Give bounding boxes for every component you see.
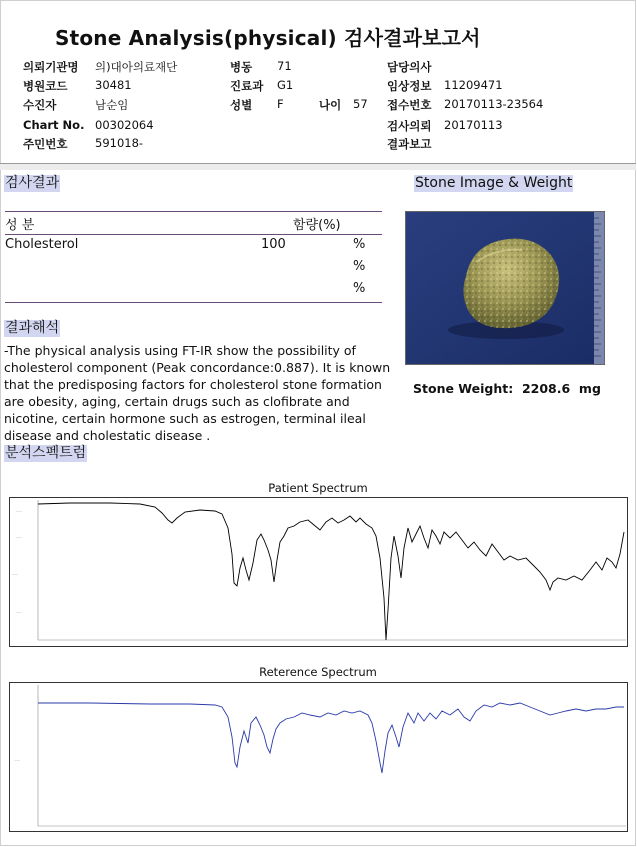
stone-photo-image: [406, 212, 604, 364]
stone-photo: [405, 211, 605, 365]
interpretation-text: -The physical analysis using FT-IR show the possibility of cholesterol component (Peak concordance:0.887). It is known that the predisposing factors for cholesterol stone formation are obesity, aging, certain drugs such as clofibrate and nicotine, certain hormone such as estrogen, terminal ileal disease and cholestatic disease .: [4, 343, 391, 443]
receipt-no-value: 20170113-23564: [444, 97, 544, 111]
clinical-info-label: 임상정보: [387, 79, 432, 93]
component-cell-1: Cholesterol: [5, 237, 79, 252]
clinical-info-value: 11209471: [444, 78, 503, 92]
patient-spectrum-line: [38, 503, 624, 640]
patient-spectrum-chart: [9, 497, 628, 647]
department-label: 진료과: [230, 79, 264, 93]
stone-weight-label: Stone Weight:: [413, 381, 514, 396]
ward-value: 71: [277, 59, 292, 73]
doctor-label: 담당의사: [387, 60, 432, 74]
spectrum-heading: 분석스펙트럼: [5, 445, 87, 461]
stone-weight-unit: mg: [578, 381, 601, 396]
results-table-bottom-line: [5, 302, 382, 303]
hospital-code-value: 30481: [95, 78, 132, 92]
request-date-value: 20170113: [444, 118, 503, 132]
patient-y-tick: ——: [16, 610, 22, 614]
results-table-top-line: [5, 211, 382, 212]
resident-no-value: 591018-: [95, 136, 144, 150]
ward-label: 병동: [230, 60, 253, 74]
component-column-header: 성 분: [5, 218, 35, 233]
amount-cell-1: 100: [261, 237, 286, 252]
report-date-label: 결과보고: [387, 137, 432, 151]
results-heading: 검사결과: [5, 175, 60, 191]
resident-no-label: 주민번호: [23, 137, 68, 151]
patient-y-tick: ——: [16, 535, 22, 539]
age-value: 57: [353, 97, 368, 111]
patient-label: 수진자: [23, 98, 57, 112]
report-title: Stone Analysis(physical) 검사결과보고서: [55, 26, 481, 50]
results-table-header-line: [5, 234, 382, 235]
header-shade: [0, 164, 636, 170]
patient-value: 남순임: [95, 98, 129, 112]
receipt-no-label: 접수번호: [387, 98, 432, 112]
stone-image-heading: Stone Image & Weight: [415, 175, 573, 191]
stone-weight: [413, 381, 601, 396]
unit-cell-3: %: [353, 281, 366, 296]
reference-spectrum-title: Reterence Spectrum: [259, 665, 377, 679]
reference-spectrum-plot: [10, 683, 627, 831]
chart-no-label: Chart No.: [23, 118, 85, 132]
unit-cell-1: %: [353, 237, 366, 252]
patient-y-tick: ——: [12, 572, 18, 576]
institution-label: 의뢰기관명: [23, 60, 79, 74]
patient-spectrum-plot: [10, 498, 627, 646]
interpretation-heading: 결과해석: [5, 320, 60, 336]
sex-value: F: [277, 97, 284, 111]
request-date-label: 검사의뢰: [387, 119, 432, 133]
stone-weight-value: 2208.6: [521, 381, 571, 396]
patient-spectrum-title: Patient Spectrum: [268, 481, 368, 495]
institution-value: 의)대아의료재단: [95, 60, 178, 74]
age-label: 나이: [319, 98, 342, 112]
department-value: G1: [277, 78, 294, 92]
reference-y-tick: ——: [14, 758, 20, 762]
sex-label: 성별: [230, 98, 253, 112]
patient-y-tick: ——: [16, 509, 22, 513]
reference-spectrum-chart: [9, 682, 628, 832]
chart-no-value: 00302064: [95, 118, 154, 132]
amount-column-header: 함량(%): [293, 218, 341, 233]
unit-cell-2: %: [353, 259, 366, 274]
reference-spectrum-line: [38, 703, 624, 773]
hospital-code-label: 병원코드: [23, 79, 68, 93]
